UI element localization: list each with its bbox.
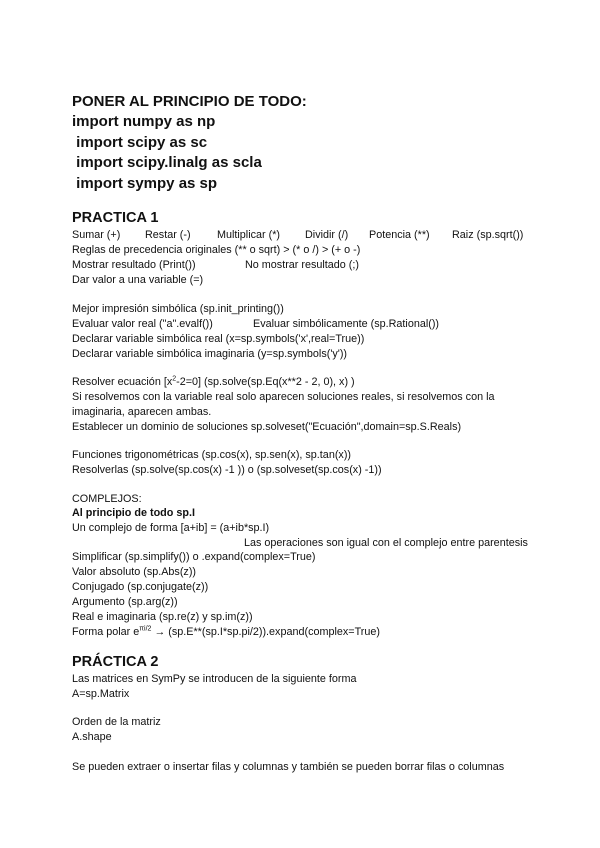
polar-post: → (sp.E**(sp.I*sp.pi/2)).expand(complex=True) — [151, 626, 380, 638]
subheading: COMPLEJOS: — [72, 493, 142, 505]
resolver-line — [72, 375, 355, 389]
text-line: A.shape — [72, 731, 112, 743]
text-line: Simplificar (sp.simplify()) o .expand(complex=True) — [72, 551, 316, 563]
text-line: Establecer un dominio de soluciones sp.solveset("Ecuación",domain=sp.S.Reals) — [72, 421, 462, 433]
polar-pre: Forma polar e — [72, 626, 140, 638]
import-line: import sympy as sp — [72, 175, 218, 192]
text-line: Declarar variable simbólica imaginaria (y=sp.symbols('y')) — [72, 348, 348, 360]
resolver-post: -2=0] (sp.solve(sp.Eq(x**2 - 2, 0), x) ) — [176, 376, 355, 388]
text-line: Evaluar valor real ("a".evalf()) — [72, 318, 213, 330]
text-line: Las operaciones son igual con el complejo entre parentesis — [244, 537, 528, 549]
op-restar: Restar (-) — [145, 229, 191, 241]
polar-line — [72, 625, 380, 639]
text-line: Si resolvemos con la variable real solo aparecen soluciones reales, si resolvemos con la — [72, 391, 495, 403]
op-raiz: Raiz (sp.sqrt()) — [452, 229, 524, 241]
import-line: import scipy as sc — [72, 134, 208, 151]
text-line: Real e imaginaria (sp.re(z) y sp.im(z)) — [72, 611, 253, 623]
text-line: Un complejo de forma [a+ib] = (a+ib*sp.I) — [72, 522, 270, 534]
resolver-pre: Resolver ecuación [x — [72, 376, 173, 388]
text-line-bold: Al principio de todo sp.I — [72, 507, 195, 519]
resolver-sup: 2 — [172, 375, 177, 383]
import-line: import scipy.linalg as scla — [72, 154, 262, 171]
header-title: PONER AL PRINCIPIO DE TODO: — [72, 93, 307, 110]
text-line: A=sp.Matrix — [72, 688, 130, 700]
text-line: Funciones trigonométricas (sp.cos(x), sp.sen(x), sp.tan(x)) — [72, 449, 352, 461]
section-heading: PRÁCTICA 2 — [72, 654, 159, 670]
text-line: imaginaria, aparecen ambas. — [72, 406, 212, 418]
op-multiplicar: Multiplicar (*) — [217, 229, 280, 241]
op-potencia: Potencia (**) — [369, 229, 430, 241]
section-heading: PRACTICA 1 — [72, 210, 159, 226]
text-line: Conjugado (sp.conjugate(z)) — [72, 581, 209, 593]
text-line: Argumento (sp.arg(z)) — [72, 596, 178, 608]
text-line: Dar valor a una variable (=) — [72, 274, 204, 286]
text-line: Declarar variable simbólica real (x=sp.symbols('x',real=True)) — [72, 333, 365, 345]
text-line: No mostrar resultado (;) — [245, 259, 359, 271]
import-line: import numpy as np — [72, 113, 216, 130]
text-line: Mostrar resultado (Print()) — [72, 259, 196, 271]
text-line: Resolverlas (sp.solve(sp.cos(x) -1 )) o (sp.solveset(sp.cos(x) -1)) — [72, 464, 382, 476]
text-line: Reglas de precedencia originales (** o sqrt) > (* o /) > (+ o -) — [72, 244, 361, 256]
text-line: Evaluar simbólicamente (sp.Rational()) — [253, 318, 440, 330]
text-line: Mejor impresión simbólica (sp.init_printing()) — [72, 303, 284, 315]
text-line: Las matrices en SymPy se introducen de la siguiente forma — [72, 673, 357, 685]
polar-sup: πi/2 — [139, 625, 152, 633]
text-line: Valor absoluto (sp.Abs(z)) — [72, 566, 197, 578]
op-dividir: Dividir (/) — [305, 229, 349, 241]
op-sumar: Sumar (+) — [72, 229, 121, 241]
text-line: Se pueden extraer o insertar filas y columnas y también se pueden borrar filas o columnas — [72, 761, 505, 773]
text-line: Orden de la matriz — [72, 716, 161, 728]
